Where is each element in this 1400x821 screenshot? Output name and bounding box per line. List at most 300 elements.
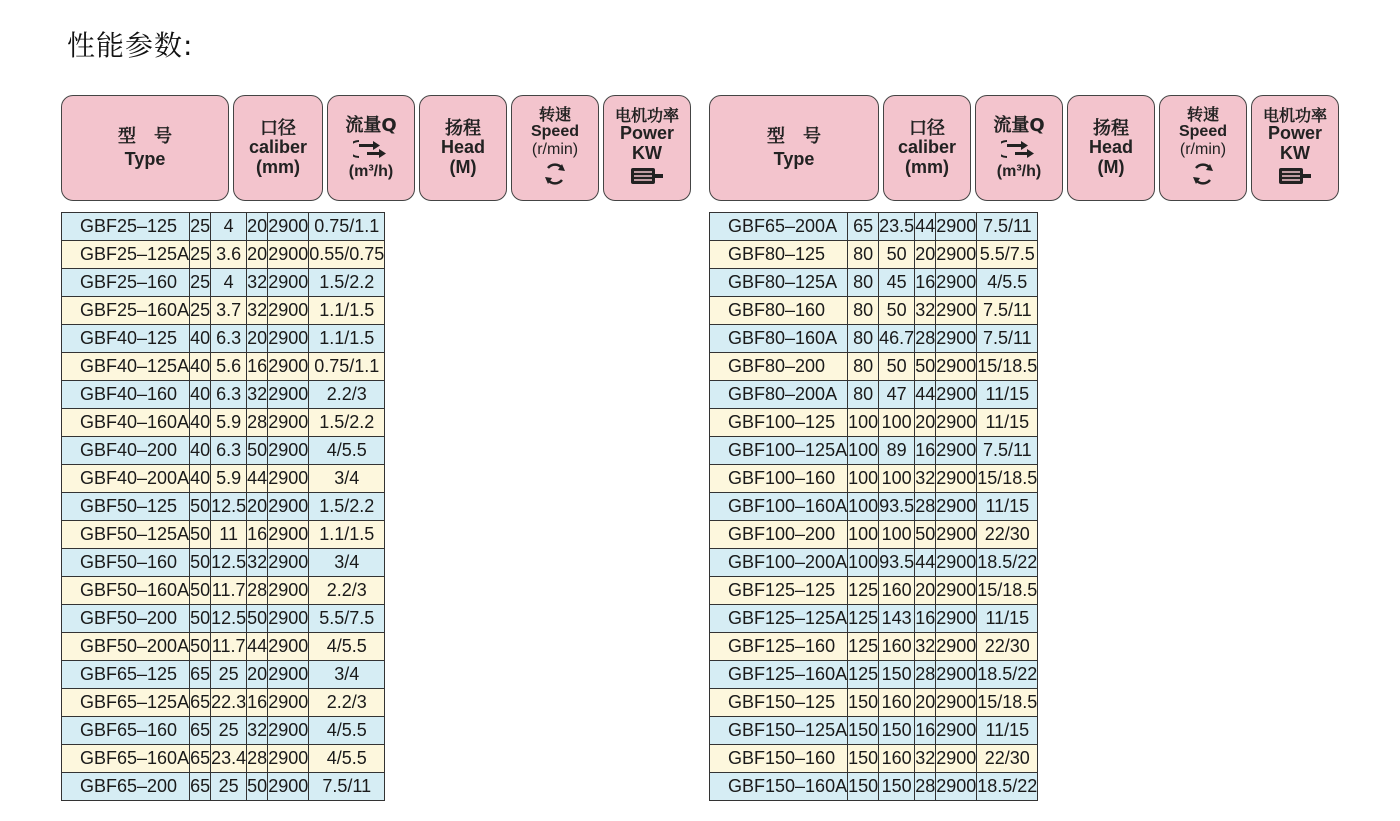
model-cell: GBF40–200 <box>62 437 190 465</box>
power-cell: 22/30 <box>977 745 1038 773</box>
caliber-cell: 65 <box>190 717 211 745</box>
flow-cell: 160 <box>879 745 915 773</box>
speed-cell: 2900 <box>268 493 309 521</box>
model-cell: GBF25–125 <box>62 213 190 241</box>
head-cell: 32 <box>247 381 268 409</box>
header-flow: 流量Q (m³/h) <box>975 95 1063 201</box>
header-head: 扬程 Head (M) <box>419 95 507 201</box>
head-cell: 32 <box>247 717 268 745</box>
flow-cell: 25 <box>211 717 247 745</box>
power-cell: 11/15 <box>977 409 1038 437</box>
flow-cell: 22.3 <box>211 689 247 717</box>
power-cell: 7.5/11 <box>977 325 1038 353</box>
table-row <box>710 409 1038 437</box>
flow-cell: 6.3 <box>211 325 247 353</box>
head-cell: 16 <box>247 689 268 717</box>
table-row <box>710 465 1038 493</box>
model-cell: GBF125–125 <box>710 577 848 605</box>
speed-cell: 2900 <box>268 241 309 269</box>
model-cell: GBF125–160A <box>710 661 848 689</box>
model-cell: GBF40–125A <box>62 353 190 381</box>
table-row <box>62 437 385 465</box>
head-cell: 20 <box>247 493 268 521</box>
table-row <box>710 549 1038 577</box>
head-cell: 28 <box>915 493 936 521</box>
power-cell: 4/5.5 <box>977 269 1038 297</box>
speed-cell: 2900 <box>936 521 977 549</box>
caliber-cell: 100 <box>848 493 879 521</box>
model-cell: GBF50–200 <box>62 605 190 633</box>
header-power: 电机功率 Power KW <box>1251 95 1339 201</box>
caliber-cell: 100 <box>848 521 879 549</box>
speed-cell: 2900 <box>268 353 309 381</box>
head-cell: 16 <box>915 717 936 745</box>
speed-cell: 2900 <box>268 549 309 577</box>
flow-cell: 6.3 <box>211 381 247 409</box>
model-cell: GBF40–160A <box>62 409 190 437</box>
head-cell: 20 <box>247 661 268 689</box>
speed-cell: 2900 <box>936 241 977 269</box>
flow-cell: 150 <box>879 661 915 689</box>
power-cell: 7.5/11 <box>977 297 1038 325</box>
speed-cell: 2900 <box>268 269 309 297</box>
flow-cell: 50 <box>879 241 915 269</box>
model-cell: GBF100–125A <box>710 437 848 465</box>
caliber-cell: 80 <box>848 325 879 353</box>
model-cell: GBF65–125A <box>62 689 190 717</box>
table-row <box>710 773 1038 801</box>
model-cell: GBF80–160 <box>710 297 848 325</box>
table-row <box>710 605 1038 633</box>
model-cell: GBF80–125A <box>710 269 848 297</box>
head-cell: 28 <box>915 661 936 689</box>
head-cell: 20 <box>915 577 936 605</box>
flow-cell: 50 <box>879 297 915 325</box>
header-caliber: 口径 caliber (mm) <box>233 95 323 201</box>
table-row <box>62 493 385 521</box>
header-head: 扬程 Head (M) <box>1067 95 1155 201</box>
speed-cell: 2900 <box>268 633 309 661</box>
flow-cell: 6.3 <box>211 437 247 465</box>
speed-cell: 2900 <box>936 633 977 661</box>
flow-cell: 5.9 <box>211 409 247 437</box>
flow-cell: 5.9 <box>211 465 247 493</box>
power-cell: 7.5/11 <box>309 773 385 801</box>
caliber-cell: 150 <box>848 717 879 745</box>
model-cell: GBF25–125A <box>62 241 190 269</box>
speed-cell: 2900 <box>268 521 309 549</box>
head-cell: 16 <box>915 269 936 297</box>
power-cell: 18.5/22 <box>977 773 1038 801</box>
caliber-cell: 65 <box>848 213 879 241</box>
speed-cell: 2900 <box>268 605 309 633</box>
model-cell: GBF50–125A <box>62 521 190 549</box>
data-table <box>709 212 1038 801</box>
motor-icon <box>1277 165 1313 187</box>
table-row <box>710 717 1038 745</box>
speed-cell: 2900 <box>268 717 309 745</box>
head-cell: 32 <box>247 549 268 577</box>
table-row <box>62 381 385 409</box>
table-row <box>710 297 1038 325</box>
power-cell: 2.2/3 <box>309 577 385 605</box>
flow-cell: 50 <box>879 353 915 381</box>
flow-cell: 160 <box>879 689 915 717</box>
model-cell: GBF65–160A <box>62 745 190 773</box>
flow-cell: 160 <box>879 577 915 605</box>
header-flow: 流量Q (m³/h) <box>327 95 415 201</box>
table-row <box>710 241 1038 269</box>
flow-cell: 12.5 <box>211 605 247 633</box>
caliber-cell: 50 <box>190 577 211 605</box>
model-cell: GBF80–200 <box>710 353 848 381</box>
table-row <box>62 689 385 717</box>
flow-cell: 45 <box>879 269 915 297</box>
model-cell: GBF150–125A <box>710 717 848 745</box>
table-row <box>62 773 385 801</box>
table-row <box>710 689 1038 717</box>
model-cell: GBF40–160 <box>62 381 190 409</box>
flow-cell: 11.7 <box>211 577 247 605</box>
table-row <box>62 465 385 493</box>
power-cell: 18.5/22 <box>977 661 1038 689</box>
caliber-cell: 50 <box>190 633 211 661</box>
head-cell: 20 <box>915 241 936 269</box>
caliber-cell: 80 <box>848 353 879 381</box>
head-cell: 20 <box>247 213 268 241</box>
model-cell: GBF80–160A <box>710 325 848 353</box>
caliber-cell: 65 <box>190 661 211 689</box>
flow-cell: 93.5 <box>879 549 915 577</box>
caliber-cell: 50 <box>190 549 211 577</box>
power-cell: 3/4 <box>309 549 385 577</box>
model-cell: GBF65–160 <box>62 717 190 745</box>
header-type: 型 号 Type <box>709 95 879 201</box>
table-row <box>710 381 1038 409</box>
page-title: 性能参数: <box>67 29 194 62</box>
caliber-cell: 50 <box>190 605 211 633</box>
model-cell: GBF50–125 <box>62 493 190 521</box>
head-cell: 28 <box>915 773 936 801</box>
flow-arrows-icon <box>353 137 389 161</box>
caliber-cell: 100 <box>848 409 879 437</box>
caliber-cell: 25 <box>190 297 211 325</box>
model-cell: GBF100–160A <box>710 493 848 521</box>
table-row <box>710 745 1038 773</box>
table-row <box>62 353 385 381</box>
table-row <box>62 633 385 661</box>
power-cell: 4/5.5 <box>309 437 385 465</box>
table-row <box>62 717 385 745</box>
power-cell: 0.55/0.75 <box>309 241 385 269</box>
table-row <box>710 213 1038 241</box>
head-cell: 16 <box>915 437 936 465</box>
motor-icon <box>629 165 665 187</box>
model-cell: GBF80–125 <box>710 241 848 269</box>
power-cell: 15/18.5 <box>977 577 1038 605</box>
caliber-cell: 80 <box>848 241 879 269</box>
power-cell: 2.2/3 <box>309 689 385 717</box>
flow-cell: 23.4 <box>211 745 247 773</box>
caliber-cell: 100 <box>848 437 879 465</box>
flow-cell: 25 <box>211 661 247 689</box>
speed-cell: 2900 <box>268 689 309 717</box>
flow-cell: 12.5 <box>211 493 247 521</box>
caliber-cell: 150 <box>848 689 879 717</box>
power-cell: 4/5.5 <box>309 745 385 773</box>
table-row <box>710 269 1038 297</box>
flow-cell: 47 <box>879 381 915 409</box>
model-cell: GBF40–125 <box>62 325 190 353</box>
model-cell: GBF100–125 <box>710 409 848 437</box>
caliber-cell: 50 <box>190 493 211 521</box>
caliber-cell: 150 <box>848 745 879 773</box>
caliber-cell: 125 <box>848 633 879 661</box>
rotation-icon <box>1189 160 1217 188</box>
speed-cell: 2900 <box>268 409 309 437</box>
flow-cell: 11 <box>211 521 247 549</box>
caliber-cell: 125 <box>848 661 879 689</box>
head-cell: 44 <box>915 549 936 577</box>
power-cell: 1.5/2.2 <box>309 493 385 521</box>
caliber-cell: 100 <box>848 549 879 577</box>
head-cell: 44 <box>247 465 268 493</box>
speed-cell: 2900 <box>936 381 977 409</box>
table-row <box>62 325 385 353</box>
head-cell: 50 <box>247 437 268 465</box>
flow-cell: 100 <box>879 409 915 437</box>
speed-cell: 2900 <box>936 437 977 465</box>
power-cell: 5.5/7.5 <box>309 605 385 633</box>
flow-cell: 150 <box>879 773 915 801</box>
model-cell: GBF40–200A <box>62 465 190 493</box>
power-cell: 2.2/3 <box>309 381 385 409</box>
flow-cell: 89 <box>879 437 915 465</box>
power-cell: 7.5/11 <box>977 213 1038 241</box>
flow-cell: 4 <box>211 269 247 297</box>
power-cell: 4/5.5 <box>309 633 385 661</box>
table-row <box>62 213 385 241</box>
caliber-cell: 100 <box>848 465 879 493</box>
head-cell: 28 <box>247 409 268 437</box>
flow-cell: 100 <box>879 521 915 549</box>
header-speed: 转速 Speed (r/min) <box>511 95 599 201</box>
flow-cell: 3.7 <box>211 297 247 325</box>
model-cell: GBF65–125 <box>62 661 190 689</box>
speed-cell: 2900 <box>268 381 309 409</box>
table-row <box>62 297 385 325</box>
table-row <box>710 325 1038 353</box>
table-row <box>62 745 385 773</box>
power-cell: 1.5/2.2 <box>309 409 385 437</box>
speed-cell: 2900 <box>936 717 977 745</box>
speed-cell: 2900 <box>936 325 977 353</box>
table-row <box>710 437 1038 465</box>
caliber-cell: 25 <box>190 213 211 241</box>
head-cell: 16 <box>915 605 936 633</box>
head-cell: 44 <box>915 213 936 241</box>
power-cell: 15/18.5 <box>977 353 1038 381</box>
speed-cell: 2900 <box>936 773 977 801</box>
model-cell: GBF125–160 <box>710 633 848 661</box>
header-power: 电机功率 Power KW <box>603 95 691 201</box>
speed-cell: 2900 <box>936 493 977 521</box>
head-cell: 50 <box>247 605 268 633</box>
caliber-cell: 80 <box>848 297 879 325</box>
flow-cell: 25 <box>211 773 247 801</box>
flow-cell: 12.5 <box>211 549 247 577</box>
head-cell: 50 <box>915 353 936 381</box>
head-cell: 44 <box>247 633 268 661</box>
caliber-cell: 65 <box>190 745 211 773</box>
model-cell: GBF65–200 <box>62 773 190 801</box>
table-row <box>62 409 385 437</box>
caliber-cell: 125 <box>848 605 879 633</box>
power-cell: 4/5.5 <box>309 717 385 745</box>
power-cell: 15/18.5 <box>977 689 1038 717</box>
flow-cell: 150 <box>879 717 915 745</box>
caliber-cell: 40 <box>190 465 211 493</box>
head-cell: 16 <box>247 521 268 549</box>
flow-cell: 100 <box>879 465 915 493</box>
speed-cell: 2900 <box>936 409 977 437</box>
head-cell: 32 <box>915 745 936 773</box>
caliber-cell: 40 <box>190 381 211 409</box>
power-cell: 1.5/2.2 <box>309 269 385 297</box>
data-table <box>61 212 385 801</box>
model-cell: GBF100–200 <box>710 521 848 549</box>
table-row <box>62 577 385 605</box>
head-cell: 28 <box>247 745 268 773</box>
caliber-cell: 50 <box>190 521 211 549</box>
speed-cell: 2900 <box>936 353 977 381</box>
model-cell: GBF150–160 <box>710 745 848 773</box>
head-cell: 32 <box>915 633 936 661</box>
head-cell: 32 <box>915 465 936 493</box>
head-cell: 20 <box>247 241 268 269</box>
model-cell: GBF25–160 <box>62 269 190 297</box>
power-cell: 15/18.5 <box>977 465 1038 493</box>
model-cell: GBF100–200A <box>710 549 848 577</box>
model-cell: GBF80–200A <box>710 381 848 409</box>
caliber-cell: 150 <box>848 773 879 801</box>
model-cell: GBF50–200A <box>62 633 190 661</box>
head-cell: 32 <box>247 269 268 297</box>
power-cell: 22/30 <box>977 521 1038 549</box>
caliber-cell: 65 <box>190 773 211 801</box>
head-cell: 20 <box>915 409 936 437</box>
flow-cell: 4 <box>211 213 247 241</box>
table-row <box>710 353 1038 381</box>
power-cell: 18.5/22 <box>977 549 1038 577</box>
speed-cell: 2900 <box>936 745 977 773</box>
caliber-cell: 40 <box>190 437 211 465</box>
speed-cell: 2900 <box>936 549 977 577</box>
flow-cell: 5.6 <box>211 353 247 381</box>
caliber-cell: 40 <box>190 325 211 353</box>
head-cell: 44 <box>915 381 936 409</box>
speed-cell: 2900 <box>936 213 977 241</box>
model-cell: GBF50–160A <box>62 577 190 605</box>
power-cell: 1.1/1.5 <box>309 325 385 353</box>
speed-cell: 2900 <box>936 661 977 689</box>
speed-cell: 2900 <box>268 745 309 773</box>
power-cell: 11/15 <box>977 493 1038 521</box>
flow-cell: 93.5 <box>879 493 915 521</box>
speed-cell: 2900 <box>936 605 977 633</box>
caliber-cell: 40 <box>190 353 211 381</box>
power-cell: 22/30 <box>977 633 1038 661</box>
table-row <box>62 269 385 297</box>
speed-cell: 2900 <box>936 577 977 605</box>
table-row <box>62 521 385 549</box>
model-cell: GBF100–160 <box>710 465 848 493</box>
power-cell: 1.1/1.5 <box>309 297 385 325</box>
header-speed: 转速 Speed (r/min) <box>1159 95 1247 201</box>
speed-cell: 2900 <box>268 577 309 605</box>
head-cell: 16 <box>247 353 268 381</box>
rotation-icon <box>541 160 569 188</box>
speed-cell: 2900 <box>936 689 977 717</box>
model-cell: GBF150–125 <box>710 689 848 717</box>
power-cell: 3/4 <box>309 465 385 493</box>
model-cell: GBF150–160A <box>710 773 848 801</box>
speed-cell: 2900 <box>268 325 309 353</box>
head-cell: 50 <box>247 773 268 801</box>
head-cell: 32 <box>247 297 268 325</box>
table-row <box>62 241 385 269</box>
flow-arrows-icon <box>1001 137 1037 161</box>
table-row <box>710 661 1038 689</box>
power-cell: 5.5/7.5 <box>977 241 1038 269</box>
table-row <box>62 661 385 689</box>
flow-cell: 46.7 <box>879 325 915 353</box>
head-cell: 20 <box>915 689 936 717</box>
head-cell: 50 <box>915 521 936 549</box>
speed-cell: 2900 <box>268 297 309 325</box>
caliber-cell: 80 <box>848 269 879 297</box>
head-cell: 28 <box>915 325 936 353</box>
table-row <box>62 549 385 577</box>
caliber-cell: 40 <box>190 409 211 437</box>
header-type: 型 号 Type <box>61 95 229 201</box>
speed-cell: 2900 <box>268 437 309 465</box>
head-cell: 28 <box>247 577 268 605</box>
caliber-cell: 65 <box>190 689 211 717</box>
model-cell: GBF65–200A <box>710 213 848 241</box>
speed-cell: 2900 <box>268 465 309 493</box>
speed-cell: 2900 <box>268 661 309 689</box>
flow-cell: 23.5 <box>879 213 915 241</box>
power-cell: 11/15 <box>977 605 1038 633</box>
model-cell: GBF125–125A <box>710 605 848 633</box>
power-cell: 0.75/1.1 <box>309 213 385 241</box>
power-cell: 11/15 <box>977 381 1038 409</box>
flow-cell: 160 <box>879 633 915 661</box>
power-cell: 1.1/1.5 <box>309 521 385 549</box>
speed-cell: 2900 <box>936 465 977 493</box>
speed-cell: 2900 <box>936 297 977 325</box>
caliber-cell: 25 <box>190 269 211 297</box>
header-caliber: 口径 caliber (mm) <box>883 95 971 201</box>
flow-cell: 3.6 <box>211 241 247 269</box>
flow-cell: 143 <box>879 605 915 633</box>
speed-cell: 2900 <box>936 269 977 297</box>
table-row <box>710 493 1038 521</box>
caliber-cell: 80 <box>848 381 879 409</box>
model-cell: GBF50–160 <box>62 549 190 577</box>
head-cell: 20 <box>247 325 268 353</box>
